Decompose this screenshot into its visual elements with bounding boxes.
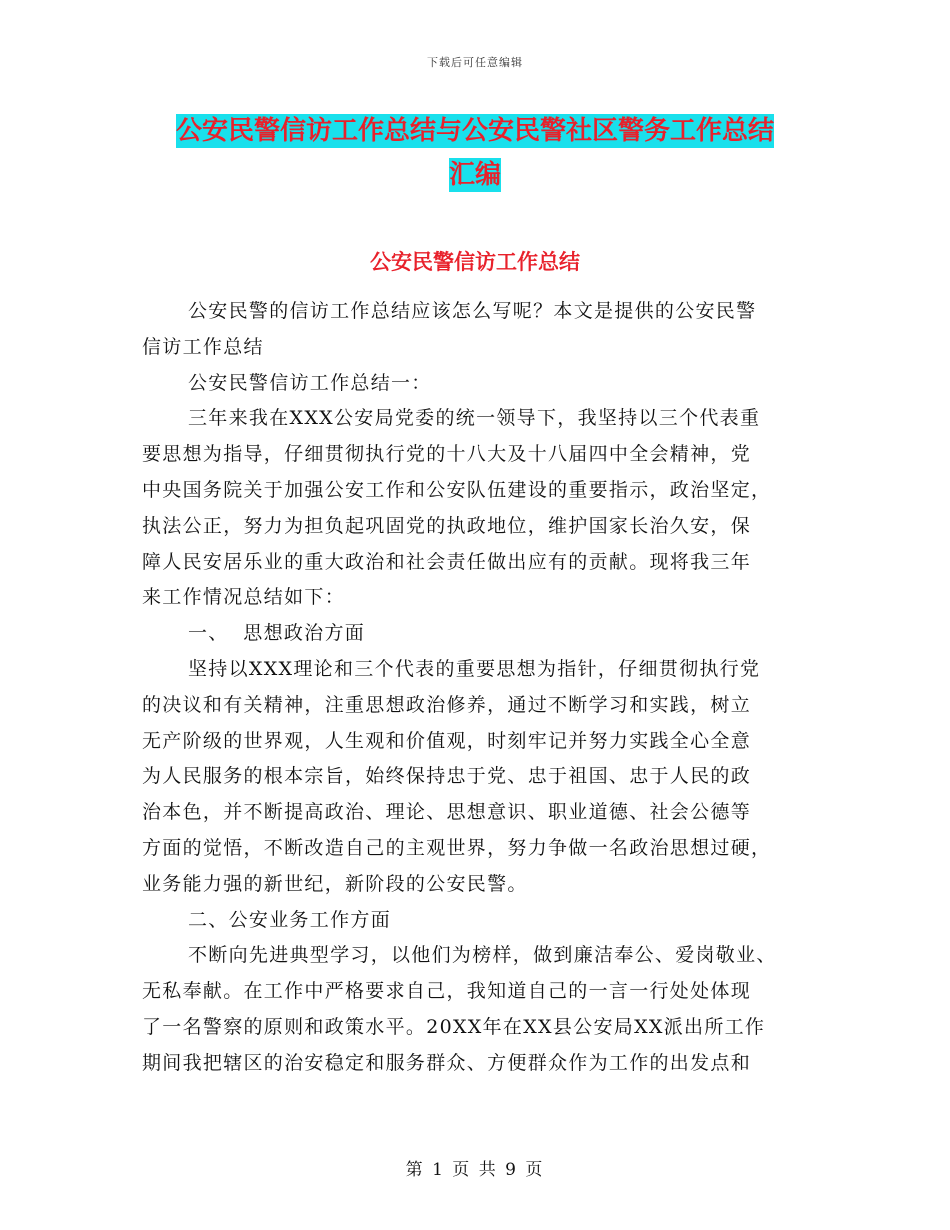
paragraph-line: 治本色，并不断提高政治、理论、思想意识、职业道德、社会公德等 [142, 801, 752, 824]
paragraph-line: 障人民安居乐业的重大政治和社会责任做出应有的贡献。现将我三年 [142, 550, 752, 573]
paragraph-line: 无私奉献。在工作中严格要求自己，我知道自己的一言一行处处体现 [142, 980, 752, 1003]
section-heading: 二、公安业务工作方面 [188, 908, 392, 931]
paragraph-line: 了一名警察的原则和政策水平。20XX年在XX县公安局XX派出所工作 [142, 1015, 766, 1038]
paragraph-line: 中央国务院关于加强公安工作和公安队伍建设的重要指示，政治坚定， [142, 478, 772, 501]
page-number: 第 1 页 共 9 页 [405, 1160, 545, 1180]
section-title: 公安民警信访工作总结 [370, 250, 580, 274]
paragraph-line: 的决议和有关精神，注重思想政治修养，通过不断学习和实践，树立 [142, 693, 752, 716]
paragraph-line: 执法公正，努力为担负起巩固党的执政地位，维护国家长治久安，保 [142, 514, 752, 537]
paragraph-line: 来工作情况总结如下： [142, 586, 346, 609]
document-title-line-1 [140, 110, 810, 152]
paragraph-line: 业务能力强的新世纪，新阶段的公安民警。 [142, 872, 528, 895]
body-text [142, 294, 812, 1082]
paragraph-line: 信访工作总结 [142, 335, 264, 358]
header-note: 下载后可任意编辑 [427, 56, 523, 69]
paragraph-line: 公安民警的信访工作总结应该怎么写呢？本文是提供的公安民警 [188, 300, 757, 322]
paragraph-line: 无产阶级的世界观，人生观和价值观，时刻牢记并努力实践全心全意 [142, 729, 752, 752]
paragraph-line: 公安民警信访工作总结一： [188, 371, 432, 394]
paragraph-line: 坚持以XXX理论和三个代表的重要思想为指针，仔细贯彻执行党 [188, 657, 761, 680]
section-heading: 一、 思想政治方面 [188, 622, 366, 645]
paragraph-line: 期间我把辖区的治安稳定和服务群众、方便群众作为工作的出发点和 [142, 1051, 752, 1074]
document-title-text-1: 公安民警信访工作总结与公安民警社区警务工作总结 [175, 116, 774, 146]
paragraph-line: 不断向先进典型学习，以他们为榜样，做到廉洁奉公、爱岗敬业、 [188, 944, 777, 967]
paragraph-line: 要思想为指导，仔细贯彻执行党的十八大及十八届四中全会精神，党 [142, 443, 752, 466]
document-title-text-2: 汇编 [448, 160, 501, 190]
document-title-line-2 [140, 154, 810, 196]
paragraph-line: 三年来我在XXX公安局党委的统一领导下，我坚持以三个代表重 [188, 407, 761, 430]
paragraph-line: 为人民服务的根本宗旨，始终保持忠于党、忠于祖国、忠于人民的政 [142, 765, 752, 788]
paragraph-line: 方面的觉悟，不断改造自己的主观世界，努力争做一名政治思想过硬， [142, 836, 772, 859]
